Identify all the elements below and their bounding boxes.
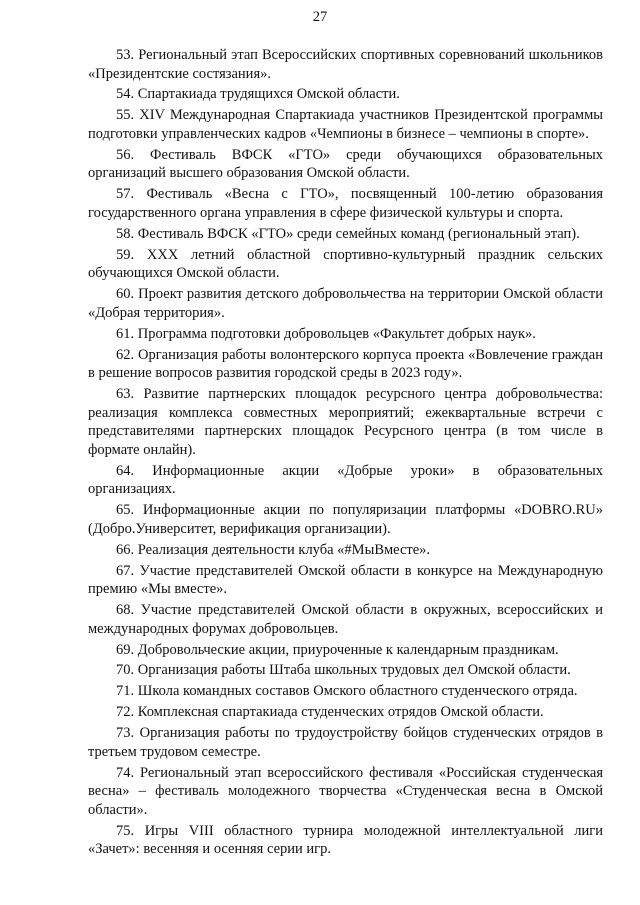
list-item: 56. Фестиваль ВФСК «ГТО» среди обучающихся образовательных организаций высшего образования Омской области. (88, 146, 603, 182)
list-item: 62. Организация работы волонтерского корпуса проекта «Вовлечение граждан в решение вопросов развития городской среды в 2023 году». (88, 346, 603, 382)
list-item: 58. Фестиваль ВФСК «ГТО» среди семейных команд (региональный этап). (116, 225, 580, 242)
list-item: 55. XIV Международная Спартакиада участников Президентской программы подготовки управленческих кадров «Чемпионы в бизнесе – чемпионы в спорте». (88, 107, 603, 142)
list-item: 72. Комплексная спартакиада студенческих отрядов Омской области. (116, 704, 544, 721)
list-item: 60. Проект развития детского добровольчества на территории Омской области «Добрая территория». (88, 286, 603, 321)
list-item: 54. Спартакиада трудящихся Омской области. (116, 86, 400, 103)
list-item: 75. Игры VIII областного турнира молодежной интеллектуальной лиги «Зачет»: весенняя и осенняя серии игр. (88, 822, 603, 858)
list-item: 70. Организация работы Штаба школьных трудовых дел Омской области. (116, 662, 571, 679)
page-number: 27 (312, 9, 328, 25)
event-list (88, 46, 603, 861)
list-item: 53. Региональный этап Всероссийских спортивных соревнований школьников «Президентские состязания». (88, 47, 603, 82)
list-item: 63. Развитие партнерских площадок ресурсного центра добровольчества: реализация комплекса совместных мероприятий; ежеквартальные встречи с представителями партнерских площадок Ресурсного центра (в том числе в формате онлайн). (88, 386, 603, 458)
list-item: 73. Организация работы по трудоустройству бойцов студенческих отрядов в третьем трудовом семестре. (88, 725, 603, 760)
list-item: 61. Программа подготовки добровольцев «Факультет добрых наук». (116, 325, 536, 342)
list-item: 57. Фестиваль «Весна с ГТО», посвященный 100-летию образования государственного органа управления в сфере физической культуры и спорта. (88, 186, 603, 221)
list-item: 74. Региональный этап всероссийского фестиваля «Российская студенческая весна» – фестиваль молодежного творчества «Студенческая весна в Омской области». (88, 764, 603, 818)
list-item: 67. Участие представителей Омской области в конкурсе на Международную премию «Мы вместе». (88, 562, 603, 598)
list-item: 65. Информационные акции по популяризации платформы «DOBRO.RU» (Добро.Университет, верификация организации). (88, 502, 603, 537)
list-item: 66. Реализация деятельности клуба «#МыВместе». (116, 541, 431, 558)
list-item: 68. Участие представителей Омской области в окружных, всероссийских и международных форумах добровольцев. (88, 602, 603, 637)
list-item: 59. XXX летний областной спортивно-культурный праздник сельских обучающихся Омской области. (88, 246, 603, 282)
list-item: 71. Школа командных составов Омского областного студенческого отряда. (116, 683, 578, 700)
list-item: 64. Информационные акции «Добрые уроки» в образовательных организациях. (88, 462, 603, 498)
list-item: 69. Добровольческие акции, приуроченные к календарным праздникам. (116, 641, 559, 658)
